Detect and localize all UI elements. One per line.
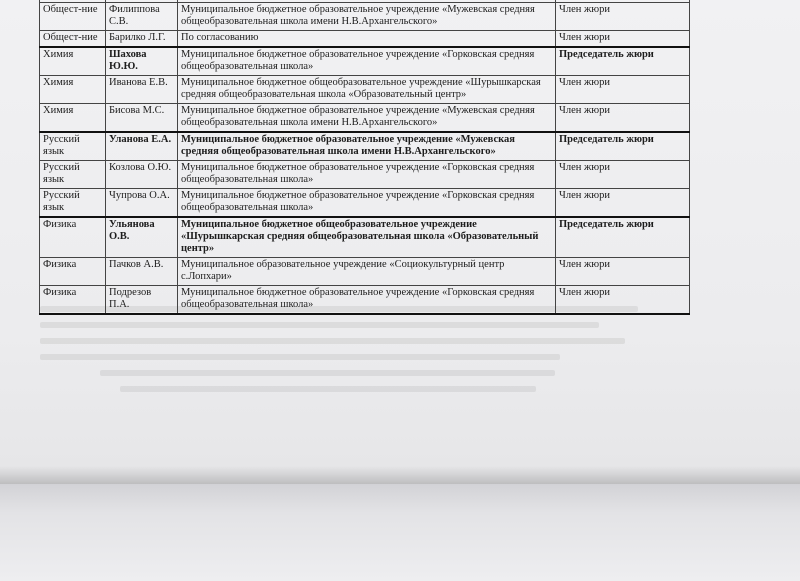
name-cell: Филиппова С.В. <box>106 3 178 31</box>
org-cell: Муниципальное бюджетное образовательное учреждение «Горковская средняя общеобразовательная школа» <box>178 286 556 315</box>
org-cell: По согласованию <box>178 31 556 48</box>
table-row <box>40 3 690 31</box>
table-row <box>40 217 690 258</box>
role-cell: Председатель жюри <box>556 217 690 258</box>
name-cell: Шахова Ю.Ю. <box>106 47 178 76</box>
subject-cell: Русский язык <box>40 132 106 161</box>
role-cell: Член жюри <box>556 258 690 286</box>
table-row <box>40 47 690 76</box>
role-cell: Член жюри <box>556 31 690 48</box>
bleed-through-text <box>40 296 690 436</box>
org-cell: Муниципальное бюджетное общеобразовательное учреждение «Шурышкарская средняя общеобразовательная школа «Образовательный центр» <box>178 217 556 258</box>
table-row <box>40 258 690 286</box>
org-cell: Муниципальное образовательное учреждение «Социокультурный центр с.Лопхари» <box>178 258 556 286</box>
name-cell: Ульянова О.В. <box>106 217 178 258</box>
role-cell: Член жюри <box>556 286 690 315</box>
org-cell: Муниципальное бюджетное образовательное учреждение «Мужевская средняя общеобразовательная школа имени Н.В.Архангельского» <box>178 104 556 133</box>
role-cell: Председатель жюри <box>556 132 690 161</box>
org-cell: Муниципальное бюджетное образовательное учреждение «Мужевская средняя общеобразовательная школа имени Н.В.Архангельского» <box>178 3 556 31</box>
role-cell: Член жюри <box>556 3 690 31</box>
subject-cell: Физика <box>40 286 106 315</box>
table-row <box>40 76 690 104</box>
subject-cell: Физика <box>40 258 106 286</box>
role-cell: Член жюри <box>556 161 690 189</box>
table-row <box>40 286 690 315</box>
name-cell: Пачков А.В. <box>106 258 178 286</box>
subject-cell: Химия <box>40 47 106 76</box>
name-cell: Иванова Е.В. <box>106 76 178 104</box>
role-cell: Член жюри <box>556 76 690 104</box>
name-cell: Козлова О.Ю. <box>106 161 178 189</box>
name-cell: Уланова Е.А. <box>106 132 178 161</box>
role-cell: Член жюри <box>556 104 690 133</box>
subject-cell: Химия <box>40 76 106 104</box>
table-row <box>40 161 690 189</box>
scanner-tab <box>0 484 800 581</box>
table-row <box>40 31 690 48</box>
name-cell: Подрезов П.А. <box>106 286 178 315</box>
org-cell: Муниципальное бюджетное образовательное учреждение «Мужевская средняя общеобразовательная школа имени Н.В.Архангельского» <box>178 132 556 161</box>
name-cell: Чупрова О.А. <box>106 189 178 218</box>
subject-cell: Русский язык <box>40 161 106 189</box>
table-row <box>40 189 690 218</box>
table-row <box>40 104 690 133</box>
org-cell: Муниципальное бюджетное образовательное учреждение «Горковская средняя общеобразовательная школа» <box>178 189 556 218</box>
jury-table <box>39 0 690 315</box>
table-row <box>40 132 690 161</box>
role-cell: Председатель жюри <box>556 47 690 76</box>
name-cell: Бисова М.С. <box>106 104 178 133</box>
subject-cell: Русский язык <box>40 189 106 218</box>
role-cell: Член жюри <box>556 189 690 218</box>
org-cell: Муниципальное бюджетное образовательное учреждение «Горковская средняя общеобразовательная школа» <box>178 161 556 189</box>
subject-cell: Общест-ние <box>40 3 106 31</box>
subject-cell: Физика <box>40 217 106 258</box>
org-cell: Муниципальное бюджетное общеобразовательное учреждение «Шурышкарская средняя общеобразовательная школа «Образовательный центр» <box>178 76 556 104</box>
page-edge-shadow <box>0 466 800 484</box>
name-cell: Барилко Л.Г. <box>106 31 178 48</box>
subject-cell: Химия <box>40 104 106 133</box>
subject-cell: Общест-ние <box>40 31 106 48</box>
org-cell: Муниципальное бюджетное образовательное учреждение «Горковская средняя общеобразовательная школа» <box>178 47 556 76</box>
